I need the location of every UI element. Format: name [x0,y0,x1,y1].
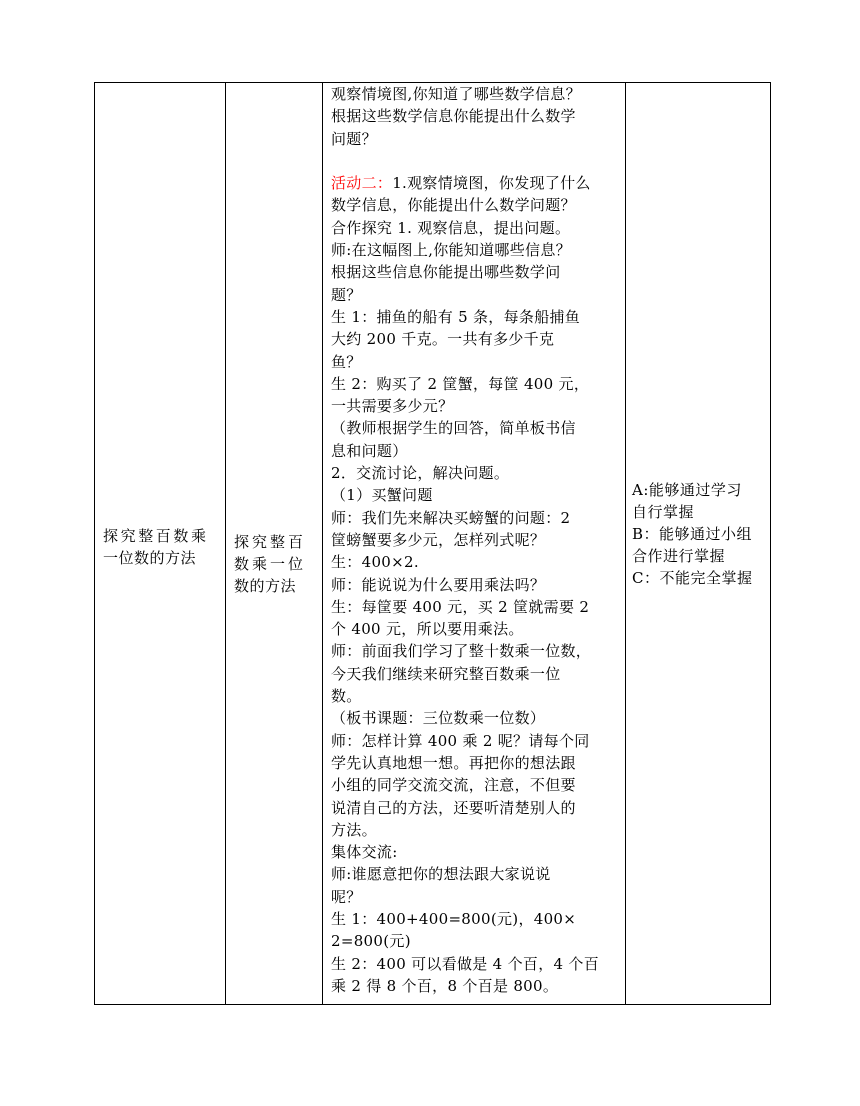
text-line: 题？ [331,285,362,304]
assessment-text [626,479,770,589]
text-line: 数学信息，你能提出什么数学问题？ [331,196,576,215]
objective-line: 数乘一位 [234,554,307,573]
text-line: 师:在这幅图上,你能知道哪些信息？ [331,241,571,260]
section-title-line: 探究整百数乘 [103,526,209,545]
text-line: 生 1：捕鱼的船有 5 条，每条船捕鱼 [331,307,581,326]
objective-line: 数的方法 [234,576,297,595]
text-line: 2．交流讨论，解决问题。 [331,464,510,483]
objective-cell [226,83,323,1005]
text-line: 生：每筐要 400 元，买 2 筐就需要 2 [331,597,590,616]
text-line: 方法。 [331,820,377,839]
text-line: （教师根据学生的回答，简单板书信 [331,419,576,438]
text-line: 师：能说说为什么要用乘法吗？ [331,575,546,594]
activity-text [323,83,625,997]
activity-cell [323,83,626,1005]
objective-line: 探究整百 [234,532,307,551]
text-line: 师：前面我们学习了整十数乘一位数， [331,642,592,661]
assessment-cell [626,83,771,1005]
text-line: 根据这些信息你能提出哪些数学问 [331,263,561,282]
activity-body [331,194,621,997]
text-line: 生 1：400+400=800(元)，400× [331,909,577,928]
lesson-table [94,82,771,1005]
text-line: 集体交流: [331,843,398,862]
section-title [95,525,225,569]
text-line: 2=800(元) [331,932,411,951]
assessment-line: C：不能完全掌握 [632,568,753,587]
text-line: （板书课题：三位数乘一位数） [331,709,546,728]
text-line: 一共需要多少元？ [331,397,454,416]
assessment-line: 自行掌握 [632,502,695,521]
text-line: 说清自己的方法，还要听清楚别人的 [331,798,576,817]
text-line: 息和问题） [331,441,408,460]
blank-line [331,150,621,172]
text-line: 师:谁愿意把你的想法跟大家说说 [331,865,551,884]
activity-heading [331,172,621,194]
activity-label: 活动二： [331,174,393,193]
text-line: 呢？ [331,887,362,906]
text-line: 合作探究 1. 观察信息，提出问题。 [331,218,571,237]
objective-text [226,531,322,597]
text-line: 鱼？ [331,352,362,371]
assessment-line: 合作进行掌握 [632,546,726,565]
text-line: 观察情境图,你知道了哪些数学信息？ [331,85,581,103]
text-line: （1）买蟹问题 [331,486,433,505]
text-line: 生 2：400 可以看做是 4 个百，4 个百 [331,954,600,973]
text-line: 大约 200 千克。一共有多少千克 [331,330,555,349]
text-line: 筐螃蟹要多少元，怎样列式呢？ [331,530,546,549]
section-cell [95,83,226,1005]
section-title-line: 一位数的方法 [103,548,197,567]
text-line: 个 400 元，所以要用乘法。 [331,620,524,639]
text-line: 师：我们先来解决买螃蟹的问题：2 [331,508,571,527]
text-line: 问题？ [331,129,377,148]
text-line: 小组的同学交流交流，注意，不但要 [331,776,576,795]
text-line: 生 2：购买了 2 筐蟹，每筐 400 元， [331,374,590,393]
activity-heading-rest: 1.观察情境图，你发现了什么 [392,174,591,193]
text-line: 根据这些数学信息你能提出什么数学 [331,107,576,126]
text-line: 数。 [331,687,362,706]
text-line: 今天我们继续来研究整百数乘一位 [331,664,561,683]
assessment-line: A:能够通过学习 [632,480,742,499]
text-line: 师：怎样计算 400 乘 2 呢？请每个同 [331,731,590,750]
text-line: 学先认真地想一想。再把你的想法跟 [331,753,576,772]
table-row [95,83,771,1005]
text-line: 生：400×2. [331,553,419,572]
text-line: 乘 2 得 8 个百，8 个百是 800。 [331,976,559,995]
assessment-line: B：能够通过小组 [632,524,753,543]
